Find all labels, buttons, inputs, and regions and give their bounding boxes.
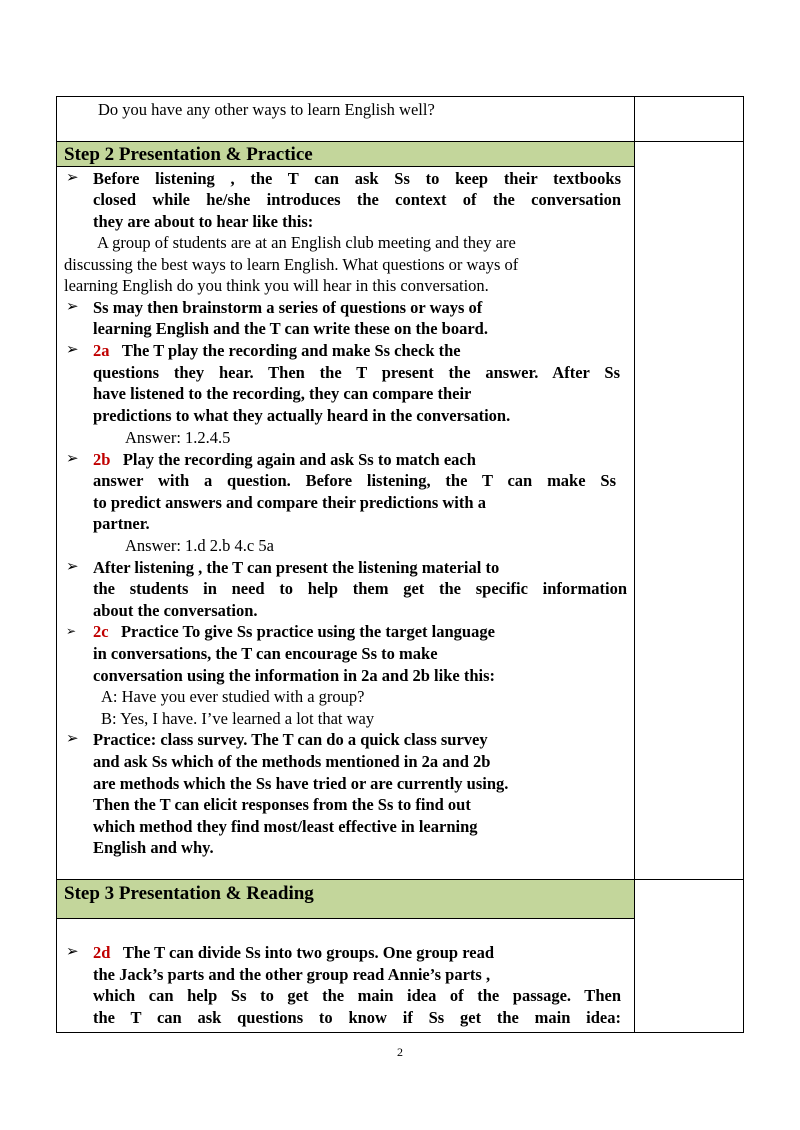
context-line: learning English do you think you will hear in this conversation.	[64, 276, 489, 295]
dialog-line: B: Yes, I have. I’ve learned a lot that way	[101, 709, 375, 728]
arrow-bullet-icon: ➢	[66, 624, 77, 638]
arrow-bullet-icon: ➢	[66, 342, 79, 358]
step2-b7-line: English and why.	[93, 838, 214, 857]
step2-b6-first-line	[93, 621, 495, 643]
activity-label-2b: 2b	[93, 450, 111, 469]
arrow-bullet-icon: ➢	[66, 559, 79, 575]
step2-b4-first-line	[93, 449, 476, 471]
arrow-bullet-icon: ➢	[66, 944, 79, 960]
step2-b6-line: conversation using the information in 2a and 2b like this:	[93, 666, 496, 685]
step3-heading: Step 3 Presentation & Reading	[64, 883, 314, 904]
context-line: discussing the best ways to learn English. What questions or ways of	[64, 255, 519, 274]
step2-b1-line: Before listening , the T can ask Ss to keep their textbooks	[93, 169, 621, 188]
step2-b2-line: Ss may then brainstorm a series of questions or ways of	[93, 298, 483, 317]
step2-b4-line: answer with a question. Before listening, the T can make Ss	[93, 471, 616, 490]
step2-b3-first-line	[93, 340, 461, 362]
step2-b5-line: After listening , the T can present the listening material to	[93, 558, 500, 577]
table-column-divider	[634, 96, 635, 1033]
step3-b1-line: The T can divide Ss into two groups. One group read	[122, 943, 494, 962]
step2-b1-line: they are about to hear like this:	[93, 212, 314, 231]
step2-b4-line: to predict answers and compare their predictions with a	[93, 493, 486, 512]
step2-b5-line: the students in need to help them get the specific information	[93, 579, 627, 598]
arrow-bullet-icon: ➢	[66, 451, 79, 467]
step2-b1-line: closed while he/she introduces the context of the conversation	[93, 190, 621, 209]
step2-b7-line: Then the T can elicit responses from the Ss to find out	[93, 795, 471, 814]
step2-b7-line: and ask Ss which of the methods mentioned in 2a and 2b	[93, 752, 491, 771]
arrow-bullet-icon: ➢	[66, 299, 79, 315]
step3-b1-line: the T can ask questions to know if Ss get the main idea:	[93, 1008, 621, 1027]
step2-b7-line: Practice: class survey. The T can do a quick class survey	[93, 730, 488, 749]
step2-b4-line: partner.	[93, 514, 150, 533]
step3-b1-first-line	[93, 942, 494, 964]
step2-b2-line: learning English and the T can write these on the board.	[93, 319, 488, 338]
activity-label-2d: 2d	[93, 943, 111, 962]
arrow-bullet-icon: ➢	[66, 731, 79, 747]
step3-b1-line: which can help Ss to get the main idea of the passage. Then	[93, 986, 621, 1005]
step2-b5-line: about the conversation.	[93, 601, 258, 620]
context-line: A group of students are at an English club meeting and they are	[97, 233, 516, 252]
answer-2b: Answer: 1.d 2.b 4.c 5a	[125, 536, 274, 555]
step2-b3-line: The T play the recording and make Ss check the	[121, 341, 461, 360]
row-divider	[56, 918, 634, 919]
step2-b4-line: Play the recording again and ask Ss to match each	[122, 450, 476, 469]
step2-b3-line: predictions to what they actually heard in the conversation.	[93, 406, 511, 425]
step2-heading: Step 2 Presentation & Practice	[64, 144, 313, 165]
step2-b7-line: are methods which the Ss have tried or are currently using.	[93, 774, 509, 793]
step2-b3-line: have listened to the recording, they can compare their	[93, 384, 472, 403]
activity-label-2c: 2c	[93, 622, 109, 641]
arrow-bullet-icon: ➢	[66, 170, 79, 186]
answer-2a: Answer: 1.2.4.5	[125, 428, 231, 447]
dialog-line: A: Have you ever studied with a group?	[101, 687, 365, 706]
step2-b6-line: in conversations, the T can encourage Ss to make	[93, 644, 438, 663]
step3-b1-line: the Jack’s parts and the other group read Annie’s parts ,	[93, 965, 491, 984]
page-number: 2	[397, 1045, 403, 1059]
step2-b3-line: questions they hear. Then the T present the answer. After Ss	[93, 363, 620, 382]
activity-label-2a: 2a	[93, 341, 110, 360]
row1-text: Do you have any other ways to learn English well?	[98, 100, 435, 119]
step2-b6-line: Practice To give Ss practice using the target language	[120, 622, 495, 641]
step2-b7-line: which method they find most/least effective in learning	[93, 817, 478, 836]
